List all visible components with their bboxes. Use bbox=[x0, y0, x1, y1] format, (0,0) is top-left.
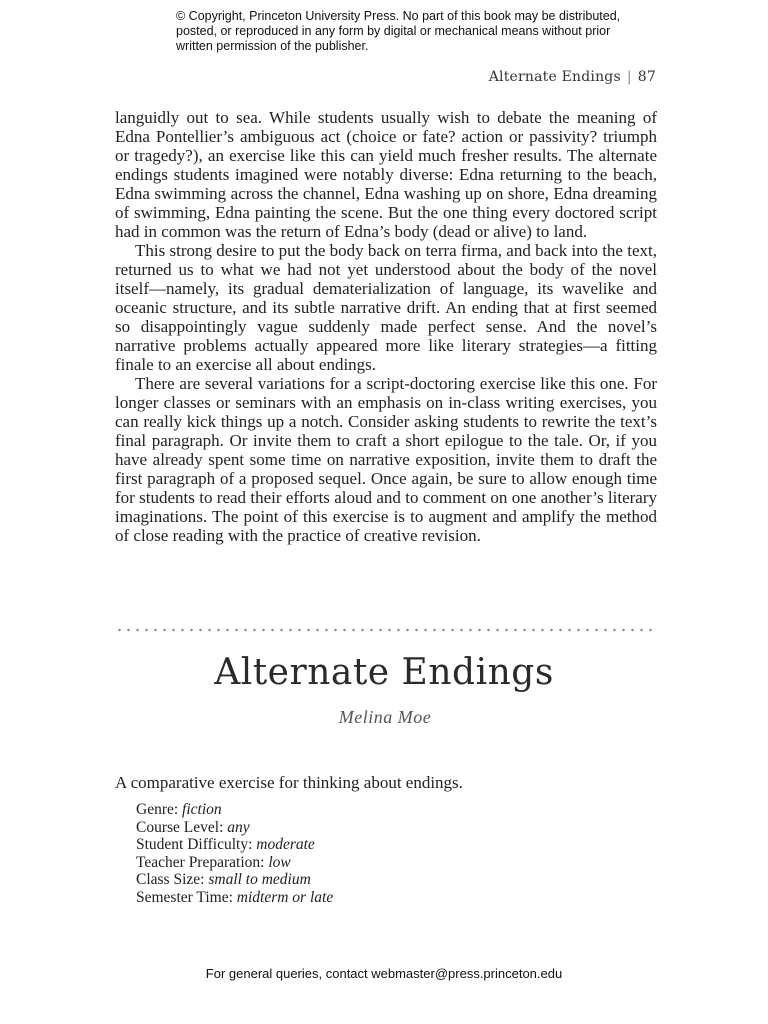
meta-teacher-preparation: Teacher Preparation: low bbox=[136, 853, 291, 871]
meta-student-difficulty: Student Difficulty: moderate bbox=[136, 836, 315, 854]
meta-semester-time: Semester Time: midterm or late bbox=[136, 888, 334, 906]
essay-title: Alternate Endings bbox=[214, 652, 554, 693]
meta-class-size: Class Size: small to medium bbox=[136, 871, 311, 889]
body-text bbox=[115, 108, 657, 545]
dotted-divider bbox=[115, 628, 657, 632]
exercise-metadata bbox=[136, 801, 333, 907]
paragraph: There are several variations for a script-doctoring exercise like this one. For longer classes or seminars with an emphasis on in-class writing exercises, you can really kick things up a notch. Consider asking students to rewrite the text’s final paragraph. Or invite them to craft a short epilogue to the tale. Or, if you have already spent some time on narrative exposition, invite them to draft the first paragraph of a proposed sequel. Once again, be sure to allow enough time for students to read their efforts aloud and to comment on one another’s literary imaginations. The point of this exercise is to augment and amplify the method of close reading with the practice of creative revision. bbox=[115, 374, 657, 545]
meta-genre: Genre: fiction bbox=[136, 801, 222, 818]
meta-course-level: Course Level: any bbox=[136, 818, 250, 836]
essay-intro: A comparative exercise for thinking about endings. bbox=[115, 773, 463, 792]
running-head-title: Alternate Endings bbox=[488, 69, 621, 85]
paragraph: languidly out to sea. While students usually wish to debate the meaning of Edna Pontellier’s ambiguous act (choice or fate? action or passivity? triumph or tragedy?), an exercise like this can yield much fresher results. The alternate endings students imagined were notably diverse: Edna returning to the beach, Edna swimming across the channel, Edna washing up on shore, Edna dreaming of swimming, Edna painting the scene. But the one thing every doctored script had in common was the return of Edna’s body (dead or alive) to land. bbox=[115, 108, 657, 241]
paragraph: This strong desire to put the body back on terra firma, and back into the text, returned us to what we had not yet understood about the body of the novel itself—namely, its gradual dematerialization of language, its wavelike and oceanic structure, and its subtle narrative drift. An ending that at first seemed so disappointingly vague suddenly made perfect sense. And the novel’s narrative problems actually appeared more like literary strategies—a fitting finale to an exercise all about endings. bbox=[115, 241, 657, 374]
running-head bbox=[489, 69, 656, 85]
copyright-notice: © Copyright, Princeton University Press. No part of this book may be distributed, posted, or reproduced in any form by digital or mechanical means without prior written permission of the publisher. bbox=[176, 9, 621, 53]
running-head-separator: | bbox=[626, 69, 632, 85]
page-number: 87 bbox=[637, 69, 656, 85]
footer-contact: For general queries, contact webmaster@press.princeton.edu bbox=[205, 966, 563, 981]
essay-author: Melina Moe bbox=[338, 707, 432, 727]
